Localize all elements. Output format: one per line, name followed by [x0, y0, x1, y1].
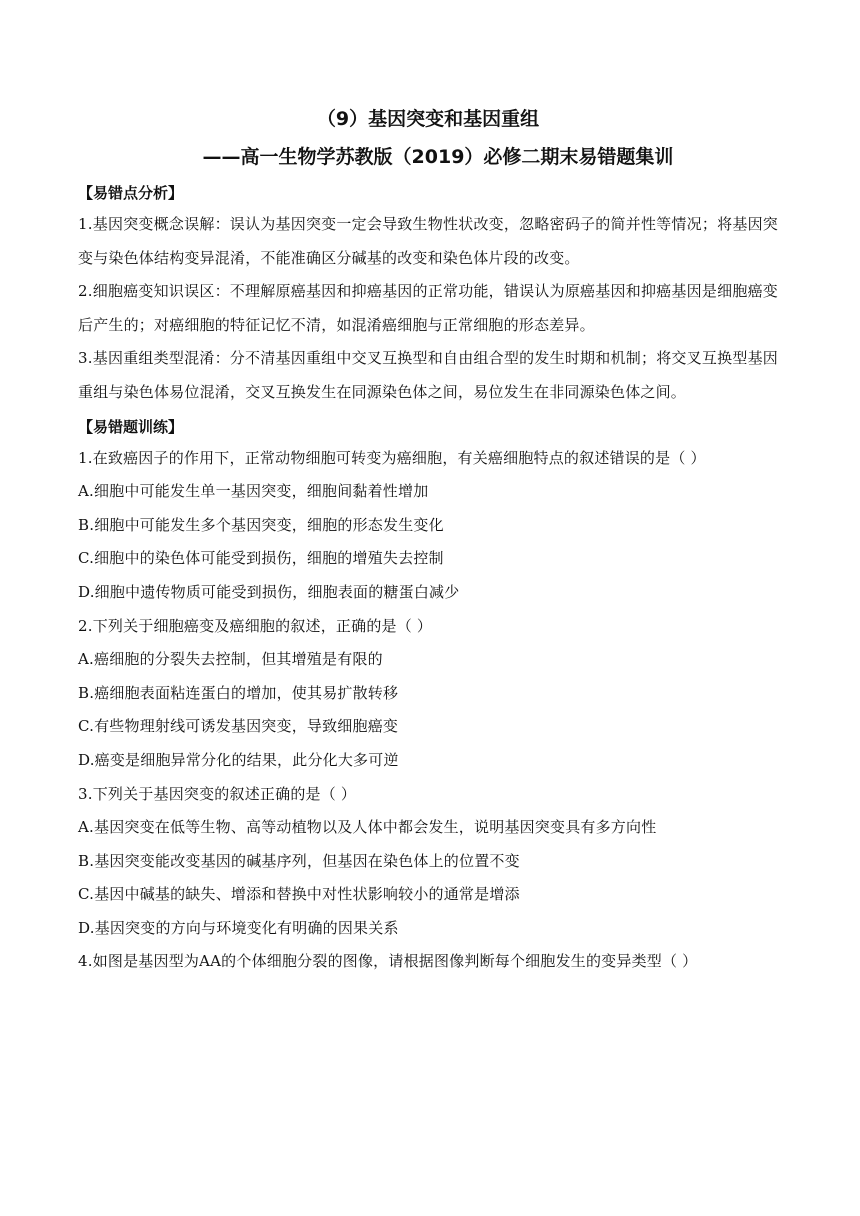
training-heading: 【易错题训练】	[78, 417, 184, 436]
question	[78, 945, 778, 979]
analysis-paragraph: 1.基因突变概念误解：误认为基因突变一定会导致生物性状改变，忽略密码子的简并性等情况；将基因突变与染色体结构变异混淆，不能准确区分碱基的改变和染色体片段的改变。	[78, 215, 778, 267]
question	[78, 610, 778, 778]
question-stem: 2.下列关于细胞癌变及癌细胞的叙述，正确的是（ ）	[78, 616, 433, 635]
answer-option: D.癌变是细胞异常分化的结果，此分化大多可逆	[78, 750, 399, 769]
answer-option: A.基因突变在低等生物、高等动植物以及人体中都会发生，说明基因突变具有多方向性	[78, 818, 657, 837]
analysis-heading: 【易错点分析】	[78, 184, 184, 202]
question-stem: 4.如图是基因型为AA的个体细胞分裂的图像，请根据图像判断每个细胞发生的变异类型（ ）	[78, 952, 698, 971]
answer-option: D.基因突变的方向与环境变化有明确的因果关系	[78, 918, 399, 937]
question-stem: 1.在致癌因子的作用下，正常动物细胞可转变为癌细胞，有关癌细胞特点的叙述错误的是（ ）	[78, 448, 706, 467]
answer-option: B.细胞中可能发生多个基因突变，细胞的形态发生变化	[78, 515, 444, 534]
answer-option: A.癌细胞的分裂失去控制，但其增殖是有限的	[78, 650, 383, 669]
answer-option: B.基因突变能改变基因的碱基序列，但基因在染色体上的位置不变	[78, 851, 520, 870]
question	[78, 778, 778, 946]
document-page	[78, 100, 778, 979]
answer-option: D.细胞中遗传物质可能受到损伤，细胞表面的糖蛋白减少	[78, 582, 460, 601]
question-stem: 3.下列关于基因突变的叙述正确的是（ ）	[78, 784, 357, 803]
answer-option: C.基因中碱基的缺失、增添和替换中对性状影响较小的通常是增添	[78, 885, 520, 904]
analysis-section	[78, 178, 778, 410]
answer-option: C.细胞中的染色体可能受到损伤，细胞的增殖失去控制	[78, 549, 444, 568]
page-subtitle: ——高一生物学苏教版（2019）必修二期末易错题集训	[202, 146, 674, 168]
analysis-paragraph: 3.基因重组类型混淆：分不清基因重组中交叉互换型和自由组合型的发生时期和机制；将交叉互换型基因重组与染色体易位混淆，交叉互换发生在同源染色体之间，易位发生在非同源染色体之间。	[78, 349, 778, 401]
answer-option: C.有些物理射线可诱发基因突变，导致细胞癌变	[78, 717, 399, 736]
page-title: （9）基因突变和基因重组	[316, 108, 540, 130]
analysis-paragraph: 2.细胞癌变知识误区：不理解原癌基因和抑癌基因的正常功能，错误认为原癌基因和抑癌基因是细胞癌变后产生的；对癌细胞的特征记忆不清，如混淆癌细胞与正常细胞的形态差异。	[78, 282, 778, 334]
answer-option: B.癌细胞表面粘连蛋白的增加，使其易扩散转移	[78, 683, 399, 702]
answer-option: A.细胞中可能发生单一基因突变，细胞间黏着性增加	[78, 482, 429, 501]
question	[78, 442, 778, 610]
training-section	[78, 412, 778, 980]
